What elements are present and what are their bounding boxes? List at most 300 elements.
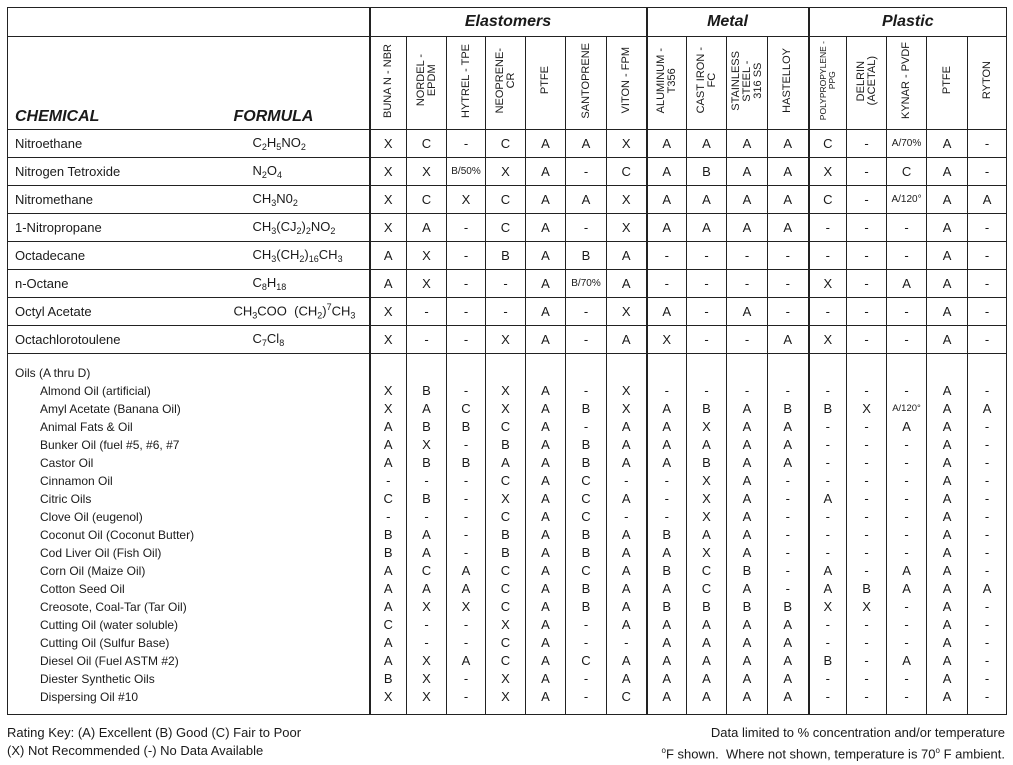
- rating-cell: A: [982, 401, 992, 416]
- rating-cell: C: [500, 563, 511, 578]
- rating-cell: A: [927, 298, 968, 326]
- rating-cell: A: [783, 419, 793, 434]
- rating-cell: -: [687, 298, 727, 326]
- oil-name: Corn Oil (Maize Oil): [40, 564, 146, 578]
- rating-cell: -: [864, 653, 869, 668]
- rating-cell: -: [463, 527, 469, 542]
- rating-cell: A: [823, 581, 833, 596]
- rating-cell: -: [825, 527, 830, 542]
- chemical-formula: $CH_3N0_2$: [234, 186, 370, 214]
- rating-cell: -: [904, 527, 909, 542]
- rating-cell: -: [664, 491, 669, 506]
- rating-cell: A: [541, 527, 550, 542]
- rating-cell: -: [809, 214, 847, 242]
- rating-cell: -: [825, 473, 830, 488]
- material-column-label: DELRIN (ACETAL): [854, 55, 878, 106]
- rating-cell: -: [463, 509, 469, 524]
- rating-cell: X: [809, 270, 847, 298]
- rating-cell: -: [486, 270, 526, 298]
- rating-cell: A: [768, 186, 809, 214]
- rating-cell: A: [927, 242, 968, 270]
- rating-cell: B: [702, 455, 711, 470]
- group-header-elastomers: Elastomers: [370, 8, 647, 37]
- rating-cell: C: [421, 563, 432, 578]
- rating-cell: X: [370, 326, 407, 354]
- material-column-header: [486, 37, 526, 130]
- rating-cell: C: [500, 599, 511, 614]
- rating-cell: A: [566, 186, 607, 214]
- chemical-formula: $CH_3COO$ $(CH_2)^7CH_3$: [234, 298, 370, 326]
- rating-cell: B: [823, 653, 833, 668]
- rating-cell: A: [662, 617, 672, 632]
- chemical-formula: $C_8H_{18}$: [234, 270, 370, 298]
- rating-cell: -: [583, 617, 589, 632]
- rating-cell: A: [742, 527, 752, 542]
- rating-cell: X: [486, 158, 526, 186]
- rating-cell: A: [541, 545, 550, 560]
- rating-cell: A: [526, 214, 566, 242]
- oil-rating-column: [607, 354, 647, 715]
- rating-cell: X: [407, 242, 447, 270]
- rating-cell: A: [942, 437, 952, 452]
- rating-cell: C: [500, 581, 511, 596]
- rating-cell: C: [500, 473, 511, 488]
- oil-name: Citric Oils: [40, 492, 92, 506]
- material-column-header: [768, 37, 809, 130]
- rating-cell: -: [768, 298, 809, 326]
- rating-cell: -: [463, 689, 469, 704]
- rating-cell: -: [847, 158, 887, 186]
- rating-cell: -: [847, 214, 887, 242]
- rating-cell: -: [424, 473, 429, 488]
- rating-cell: -: [968, 130, 1007, 158]
- rating-cell: A: [541, 491, 550, 506]
- rating-cell: A/120°: [892, 403, 921, 414]
- rating-cell: -: [864, 689, 869, 704]
- rating-cell: -: [887, 298, 927, 326]
- rating-cell: -: [447, 242, 486, 270]
- rating-cell: X: [370, 214, 407, 242]
- rating-cell: A: [541, 635, 550, 650]
- rating-cell: A: [742, 653, 752, 668]
- rating-cell: X: [407, 270, 447, 298]
- rating-cell: -: [825, 509, 830, 524]
- rating-cell: A: [742, 491, 752, 506]
- oil-name: Cutting Oil (Sulfur Base): [40, 636, 170, 650]
- rating-cell: -: [624, 509, 629, 524]
- rating-cell: -: [904, 437, 909, 452]
- rating-cell: -: [447, 130, 486, 158]
- rating-cell: A: [783, 455, 793, 470]
- rating-cell: -: [864, 545, 869, 560]
- rating-cell: A: [461, 563, 471, 578]
- rating-cell: -: [984, 635, 990, 650]
- rating-cell: X: [647, 326, 687, 354]
- rating-cell: A: [742, 509, 752, 524]
- rating-cell: A: [968, 186, 1007, 214]
- rating-cell: A: [621, 599, 631, 614]
- rating-cell: C: [500, 509, 511, 524]
- rating-cell: X: [823, 599, 833, 614]
- rating-cell: -: [968, 298, 1007, 326]
- rating-cell: -: [864, 383, 869, 398]
- rating-cell: C: [581, 653, 591, 668]
- material-column-header: [526, 37, 566, 130]
- material-column-header: [687, 37, 727, 130]
- rating-cell: A: [702, 689, 711, 704]
- rating-cell: -: [704, 383, 709, 398]
- rating-cell: -: [968, 242, 1007, 270]
- rating-cell: -: [744, 383, 750, 398]
- oil-name: Cotton Seed Oil: [40, 582, 125, 596]
- oil-rating-column: [687, 354, 727, 715]
- rating-cell: -: [687, 270, 727, 298]
- rating-cell: A: [702, 653, 711, 668]
- rating-cell: A: [370, 270, 407, 298]
- rating-cell: -: [887, 214, 927, 242]
- rating-cell: -: [864, 509, 869, 524]
- material-column-label: NEOPRENE- CR: [493, 47, 517, 114]
- rating-cell: -: [809, 242, 847, 270]
- rating-cell: B: [581, 545, 591, 560]
- rating-cell: B: [742, 563, 752, 578]
- rating-cell: X: [447, 186, 486, 214]
- rating-cell: A: [662, 437, 672, 452]
- chemical-row: [8, 298, 1007, 326]
- oil-rating-column: [768, 354, 809, 715]
- oil-name: Cinnamon Oil: [40, 474, 113, 488]
- rating-cell: -: [768, 242, 809, 270]
- rating-cell: A: [742, 617, 752, 632]
- rating-cell: B: [501, 437, 510, 452]
- rating-cell: -: [809, 298, 847, 326]
- oil-rating-column: [968, 354, 1007, 715]
- data-limits-line-1: Data limited to % concentration and/or temperature: [710, 725, 1005, 740]
- rating-cell: -: [847, 326, 887, 354]
- rating-cell: -: [647, 270, 687, 298]
- rating-cell: A: [422, 581, 431, 596]
- rating-cell: -: [984, 491, 990, 506]
- rating-cell: A: [902, 581, 911, 596]
- rating-cell: -: [785, 383, 790, 398]
- rating-cell: X: [422, 599, 431, 614]
- rating-cell: A: [783, 617, 793, 632]
- chemical-column-header: CHEMICAL: [8, 37, 234, 130]
- rating-cell: A: [383, 635, 393, 650]
- rating-cell: A: [526, 130, 566, 158]
- rating-cell: A: [621, 491, 631, 506]
- material-column-header: [407, 37, 447, 130]
- rating-cell: A: [942, 689, 952, 704]
- rating-cell: A: [383, 563, 393, 578]
- rating-cell: X: [383, 401, 393, 416]
- rating-cell: -: [566, 326, 607, 354]
- rating-cell: -: [463, 437, 469, 452]
- rating-cell: A: [742, 419, 752, 434]
- rating-cell: -: [984, 455, 990, 470]
- rating-cell: A: [927, 326, 968, 354]
- rating-cell: -: [647, 242, 687, 270]
- rating-cell: X: [422, 671, 431, 686]
- rating-cell: B: [422, 419, 431, 434]
- rating-cell: A: [902, 563, 911, 578]
- chemical-row: [8, 214, 1007, 242]
- rating-cell: A: [647, 158, 687, 186]
- rating-cell: -: [984, 653, 990, 668]
- rating-key-line-2: (X) Not Recommended (-) No Data Available: [7, 743, 264, 758]
- rating-cell: -: [463, 383, 469, 398]
- rating-cell: A: [621, 653, 631, 668]
- rating-cell: A: [383, 653, 393, 668]
- rating-cell: -: [984, 671, 990, 686]
- material-column-label: POLYPROPYLENE - PPG: [817, 40, 837, 121]
- rating-cell: -: [887, 242, 927, 270]
- rating-cell: -: [825, 455, 830, 470]
- material-column-label: BUNA N - NBR: [381, 43, 394, 118]
- rating-cell: A: [383, 437, 393, 452]
- chemical-formula: $N_2O_4$: [234, 158, 370, 186]
- chemical-resistance-table: [7, 7, 1007, 715]
- rating-cell: X: [607, 186, 647, 214]
- rating-cell: A: [541, 509, 550, 524]
- rating-cell: B: [422, 455, 431, 470]
- material-group-header-row: [8, 8, 1007, 37]
- group-header-plastic: Plastic: [809, 8, 1007, 37]
- rating-cell: A: [742, 455, 752, 470]
- rating-cell: A: [768, 158, 809, 186]
- material-column-label: STAINLESS STEEL - 316 SS: [729, 50, 764, 111]
- rating-cell: A: [702, 437, 711, 452]
- rating-cell: A: [621, 527, 631, 542]
- rating-cell: X: [370, 298, 407, 326]
- rating-cell: A: [942, 617, 952, 632]
- rating-cell: A: [541, 419, 550, 434]
- data-limits-line-2: $^o$F shown. Where not shown, temperature is 70$^o$ F ambient.: [661, 746, 1005, 762]
- oil-rating-column: [526, 354, 566, 715]
- rating-cell: -: [463, 545, 469, 560]
- oil-name: Bunker Oil (fuel #5, #6, #7: [40, 438, 180, 452]
- rating-cell: B: [566, 242, 607, 270]
- material-column-label: NORDEL - EPDM: [414, 54, 438, 107]
- rating-cell: X: [702, 473, 711, 488]
- rating-cell: A: [927, 130, 968, 158]
- rating-cell: X: [862, 599, 871, 614]
- group-header-metal: Metal: [647, 8, 809, 37]
- rating-cell: -: [968, 270, 1007, 298]
- rating-cell: B: [383, 545, 393, 560]
- rating-cell: -: [847, 298, 887, 326]
- rating-cell: A: [727, 186, 768, 214]
- rating-cell: A: [541, 671, 550, 686]
- rating-cell: -: [463, 491, 469, 506]
- rating-cell: A: [541, 653, 550, 668]
- rating-cell: A: [942, 383, 952, 398]
- rating-cell: A: [942, 653, 952, 668]
- rating-cell: A: [526, 158, 566, 186]
- rating-cell: C: [407, 186, 447, 214]
- formula-column-header: FORMULA: [234, 37, 370, 130]
- rating-cell: A: [621, 671, 631, 686]
- rating-cell: A: [783, 689, 793, 704]
- rating-cell: X: [422, 653, 431, 668]
- rating-cell: B: [461, 455, 471, 470]
- rating-cell: -: [785, 491, 790, 506]
- rating-cell: X: [501, 671, 510, 686]
- rating-cell: -: [447, 298, 486, 326]
- chemical-name: n-Octane: [8, 270, 234, 298]
- rating-cell: A: [783, 653, 793, 668]
- rating-cell: A: [702, 617, 711, 632]
- rating-cell: -: [904, 689, 909, 704]
- rating-cell: B: [581, 437, 591, 452]
- rating-cell: A: [541, 473, 550, 488]
- rating-cell: -: [424, 509, 429, 524]
- material-column-label: VITON - FPM: [619, 47, 632, 114]
- oil-rating-column: [566, 354, 607, 715]
- rating-cell: C: [500, 653, 511, 668]
- rating-cell: -: [825, 671, 830, 686]
- rating-cell: A: [823, 563, 833, 578]
- rating-cell: -: [984, 527, 990, 542]
- rating-cell: A: [727, 298, 768, 326]
- rating-cell: A: [742, 473, 752, 488]
- rating-cell: A: [662, 545, 672, 560]
- rating-cell: -: [864, 455, 869, 470]
- rating-cell: A: [742, 401, 752, 416]
- rating-cell: -: [864, 671, 869, 686]
- rating-cell: -: [785, 563, 790, 578]
- rating-cell: A: [461, 581, 471, 596]
- rating-cell: A: [942, 671, 952, 686]
- rating-cell: -: [566, 298, 607, 326]
- rating-cell: -: [864, 617, 869, 632]
- rating-cell: C: [461, 401, 471, 416]
- rating-cell: -: [664, 383, 669, 398]
- oil-rating-column: [927, 354, 968, 715]
- rating-cell: -: [984, 419, 990, 434]
- rating-cell: -: [825, 383, 830, 398]
- rating-cell: -: [447, 326, 486, 354]
- rating-cell: A: [742, 671, 752, 686]
- rating-cell: C: [500, 419, 511, 434]
- oil-name: Clove Oil (eugenol): [40, 510, 143, 524]
- rating-cell: -: [386, 473, 391, 488]
- rating-cell: A: [687, 130, 727, 158]
- rating-cell: B: [383, 527, 393, 542]
- material-column-label: PTFE: [940, 66, 953, 95]
- rating-cell: C: [407, 130, 447, 158]
- rating-cell: A: [541, 383, 550, 398]
- chemicals-body: [8, 130, 1007, 354]
- rating-cell: A: [541, 689, 550, 704]
- rating-cell: A: [662, 419, 672, 434]
- rating-cell: -: [825, 545, 830, 560]
- rating-cell: X: [862, 401, 871, 416]
- chemical-row: [8, 130, 1007, 158]
- rating-cell: A: [422, 401, 431, 416]
- rating-cell: X: [621, 401, 631, 416]
- oil-rating-column: [447, 354, 486, 715]
- rating-cell: A: [687, 214, 727, 242]
- rating-cell: -: [984, 599, 990, 614]
- rating-cell: -: [664, 473, 669, 488]
- rating-cell: B: [702, 401, 711, 416]
- rating-cell: A: [647, 130, 687, 158]
- material-column-header: [887, 37, 927, 130]
- rating-cell: A: [647, 298, 687, 326]
- rating-cell: -: [463, 617, 469, 632]
- material-column-header: [927, 37, 968, 130]
- rating-cell: B: [383, 671, 393, 686]
- oil-name: Castor Oil: [40, 456, 94, 470]
- rating-cell: A: [621, 617, 631, 632]
- rating-cell: A: [662, 671, 672, 686]
- oils-group-row: [8, 354, 1007, 715]
- oil-name: Cutting Oil (water soluble): [40, 618, 179, 632]
- oil-name: Cod Liver Oil (Fish Oil): [40, 546, 162, 560]
- rating-cell: A: [647, 214, 687, 242]
- oil-name: Coconut Oil (Coconut Butter): [40, 528, 195, 542]
- rating-cell: X: [370, 158, 407, 186]
- rating-cell: B: [702, 599, 711, 614]
- rating-cell: A: [783, 437, 793, 452]
- rating-key: [7, 724, 301, 760]
- rating-cell: X: [607, 214, 647, 242]
- rating-cell: A: [461, 653, 471, 668]
- rating-cell: -: [904, 545, 909, 560]
- material-column-label: ALUMINUM - T356: [654, 47, 678, 114]
- rating-cell: -: [727, 270, 768, 298]
- oils-body: [8, 354, 1007, 715]
- rating-cell: -: [984, 545, 990, 560]
- rating-cell: C: [383, 491, 393, 506]
- rating-cell: B: [581, 455, 591, 470]
- rating-cell: X: [422, 437, 431, 452]
- rating-cell: -: [904, 491, 909, 506]
- rating-cell: A: [942, 419, 952, 434]
- chemical-row: [8, 326, 1007, 354]
- rating-cell: X: [809, 326, 847, 354]
- rating-cell: C: [809, 130, 847, 158]
- rating-cell: A: [783, 635, 793, 650]
- chemical-row: [8, 242, 1007, 270]
- rating-cell: -: [904, 455, 909, 470]
- rating-cell: B: [486, 242, 526, 270]
- rating-cell: C: [701, 563, 712, 578]
- rating-cell: B: [742, 599, 752, 614]
- rating-cell: C: [581, 491, 591, 506]
- rating-cell: A: [662, 401, 672, 416]
- rating-cell: A: [621, 419, 631, 434]
- rating-cell: -: [583, 689, 589, 704]
- rating-cell: B: [823, 401, 833, 416]
- rating-cell: -: [687, 326, 727, 354]
- rating-cell: A: [742, 545, 752, 560]
- rating-cell: C: [581, 509, 591, 524]
- rating-cell: -: [864, 419, 869, 434]
- material-column-header: [370, 37, 407, 130]
- rating-cell: A/120°: [887, 186, 927, 214]
- chemical-row: [8, 270, 1007, 298]
- data-limits-note: [662, 724, 1005, 763]
- rating-cell: B: [501, 527, 510, 542]
- rating-cell: -: [566, 158, 607, 186]
- rating-cell: -: [583, 383, 589, 398]
- rating-cell: B: [422, 491, 431, 506]
- chemical-name: Octadecane: [8, 242, 234, 270]
- rating-cell: A: [662, 581, 672, 596]
- rating-cell: -: [984, 563, 990, 578]
